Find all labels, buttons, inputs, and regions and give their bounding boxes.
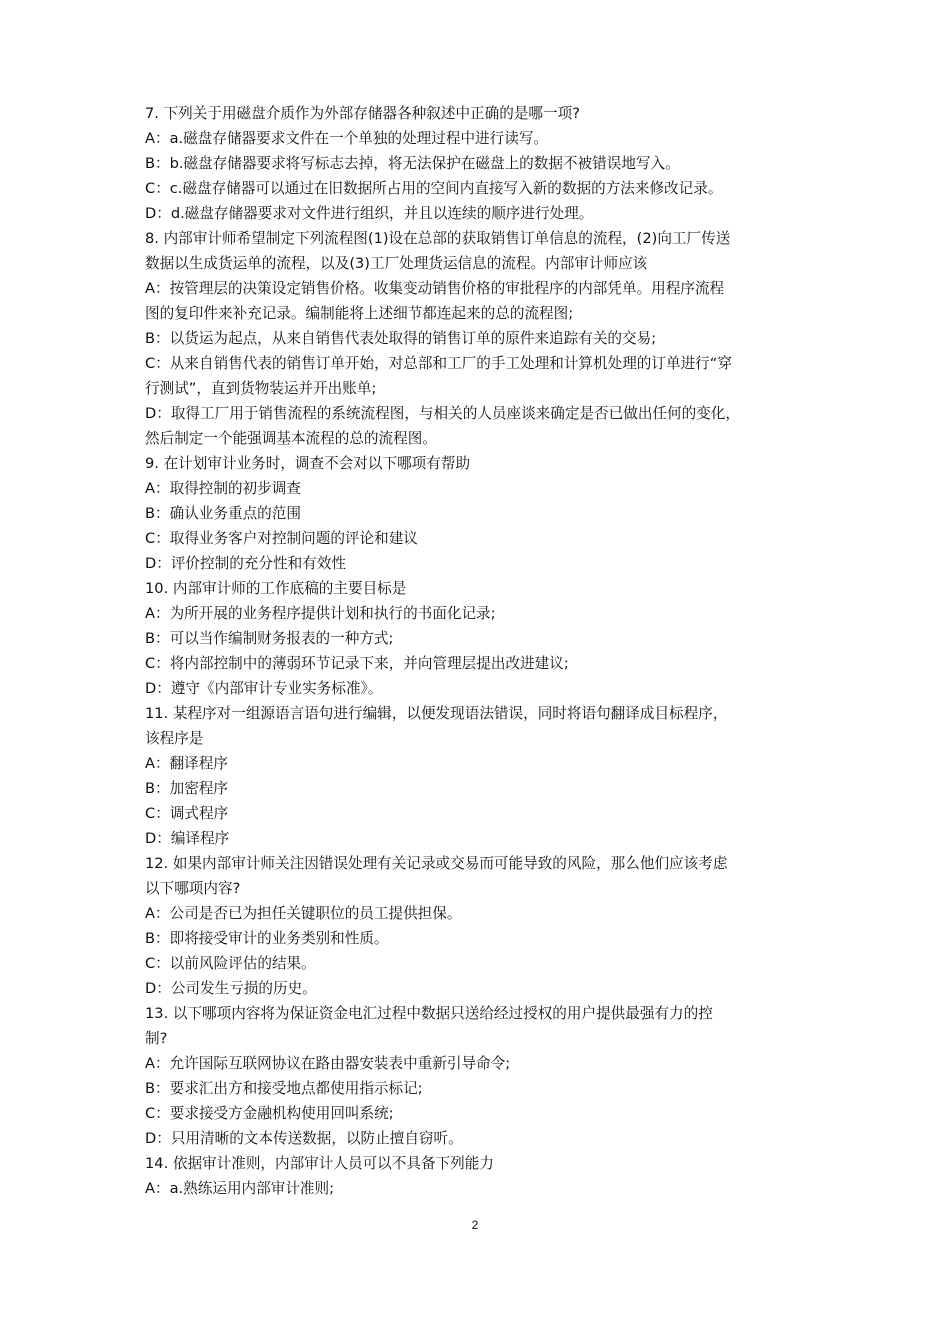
page-number: 2 bbox=[471, 1218, 479, 1232]
text-line: 12. 如果内部审计师关注因错误处理有关记录或交易而可能导致的风险，那么他们应该考虑 bbox=[145, 855, 728, 872]
text-line: 行测试”，直到货物装运并开出账单; bbox=[145, 380, 377, 397]
text-line: A：a.磁盘存储器要求文件在一个单独的处理过程中进行读写。 bbox=[145, 130, 549, 147]
text-line: D：编译程序 bbox=[145, 830, 230, 847]
text-line: 以下哪项内容? bbox=[145, 880, 241, 897]
document-body bbox=[145, 101, 813, 1201]
text-line: D：公司发生亏损的历史。 bbox=[145, 980, 317, 997]
text-line: C：将内部控制中的薄弱环节记录下来，并向管理层提出改进建议; bbox=[145, 655, 569, 672]
text-line: D：d.磁盘存储器要求对文件进行组织，并且以连续的顺序进行处理。 bbox=[145, 205, 594, 222]
text-line: A：翻译程序 bbox=[145, 755, 228, 772]
text-line: A：允许国际互联网协议在路由器安装表中重新引导命令; bbox=[145, 1055, 511, 1072]
text-line: 14. 依据审计准则，内部审计人员可以不具备下列能力 bbox=[145, 1155, 494, 1172]
text-line: C：c.磁盘存储器可以通过在旧数据所占用的空间内直接写入新的数据的方法来修改记录。 bbox=[145, 180, 723, 197]
text-line: B：加密程序 bbox=[145, 780, 228, 797]
text-line: C：要求接受方金融机构使用回叫系统; bbox=[145, 1105, 394, 1122]
text-line: C：以前风险评估的结果。 bbox=[145, 955, 316, 972]
text-line: D：遵守《内部审计专业实务标准》。 bbox=[145, 680, 383, 697]
text-line: D：只用清晰的文本传送数据，以防止擅自窃听。 bbox=[145, 1130, 463, 1147]
text-line: D：评价控制的充分性和有效性 bbox=[145, 555, 346, 572]
text-line: 9. 在计划审计业务时，调查不会对以下哪项有帮助 bbox=[145, 455, 471, 472]
text-line: B：即将接受审计的业务类别和性质。 bbox=[145, 930, 389, 947]
text-line: B：要求汇出方和接受地点都使用指示标记; bbox=[145, 1080, 423, 1097]
text-line: 数据以生成货运单的流程，以及(3)工厂处理货运信息的流程。内部审计师应该 bbox=[145, 255, 648, 272]
text-line: 7. 下列关于用磁盘介质作为外部存储器各种叙述中正确的是哪一项? bbox=[145, 105, 580, 122]
text-line: 10. 内部审计师的工作底稿的主要目标是 bbox=[145, 580, 407, 597]
text-line: 11. 某程序对一组源语言语句进行编辑，以便发现语法错误，同时将语句翻译成目标程序， bbox=[145, 705, 728, 722]
text-line: 该程序是 bbox=[145, 730, 204, 747]
text-line: A：a.熟练运用内部审计准则; bbox=[145, 1180, 335, 1197]
text-line: 制? bbox=[145, 1030, 168, 1047]
text-line: A：取得控制的初步调查 bbox=[145, 480, 301, 497]
text-line: D：取得工厂用于销售流程的系统流程图，与相关的人员座谈来确定是否已做出任何的变化， bbox=[145, 405, 740, 422]
text-line: C：从来自销售代表的销售订单开始，对总部和工厂的手工处理和计算机处理的订单进行“穿 bbox=[145, 355, 732, 372]
text-line: B：可以当作编制财务报表的一种方式; bbox=[145, 630, 394, 647]
text-line: B：b.磁盘存储器要求将写标志去掉，将无法保护在磁盘上的数据不被错误地写入。 bbox=[145, 155, 680, 172]
text-line: 然后制定一个能强调基本流程的总的流程图。 bbox=[145, 430, 437, 447]
text-line: 8. 内部审计师希望制定下列流程图(1)设在总部的获取销售订单信息的流程，(2)向工厂传送 bbox=[145, 230, 731, 247]
text-line: 13. 以下哪项内容将为保证资金电汇过程中数据只送给经过授权的用户提供最强有力的控 bbox=[145, 1005, 713, 1022]
text-line: A：为所开展的业务程序提供计划和执行的书面化记录; bbox=[145, 605, 496, 622]
text-line: A：按管理层的决策设定销售价格。收集变动销售价格的审批程序的内部凭单。用程序流程 bbox=[145, 280, 725, 297]
text-line: 图的复印件来补充记录。编制能将上述细节都连起来的总的流程图; bbox=[145, 305, 574, 322]
text-line: B：确认业务重点的范围 bbox=[145, 505, 301, 522]
text-line: B：以货运为起点，从来自销售代表处取得的销售订单的原件来追踪有关的交易; bbox=[145, 330, 657, 347]
text-line: C：调式程序 bbox=[145, 805, 229, 822]
text-line: A：公司是否已为担任关键职位的员工提供担保。 bbox=[145, 905, 462, 922]
text-line: C：取得业务客户对控制问题的评论和建议 bbox=[145, 530, 418, 547]
